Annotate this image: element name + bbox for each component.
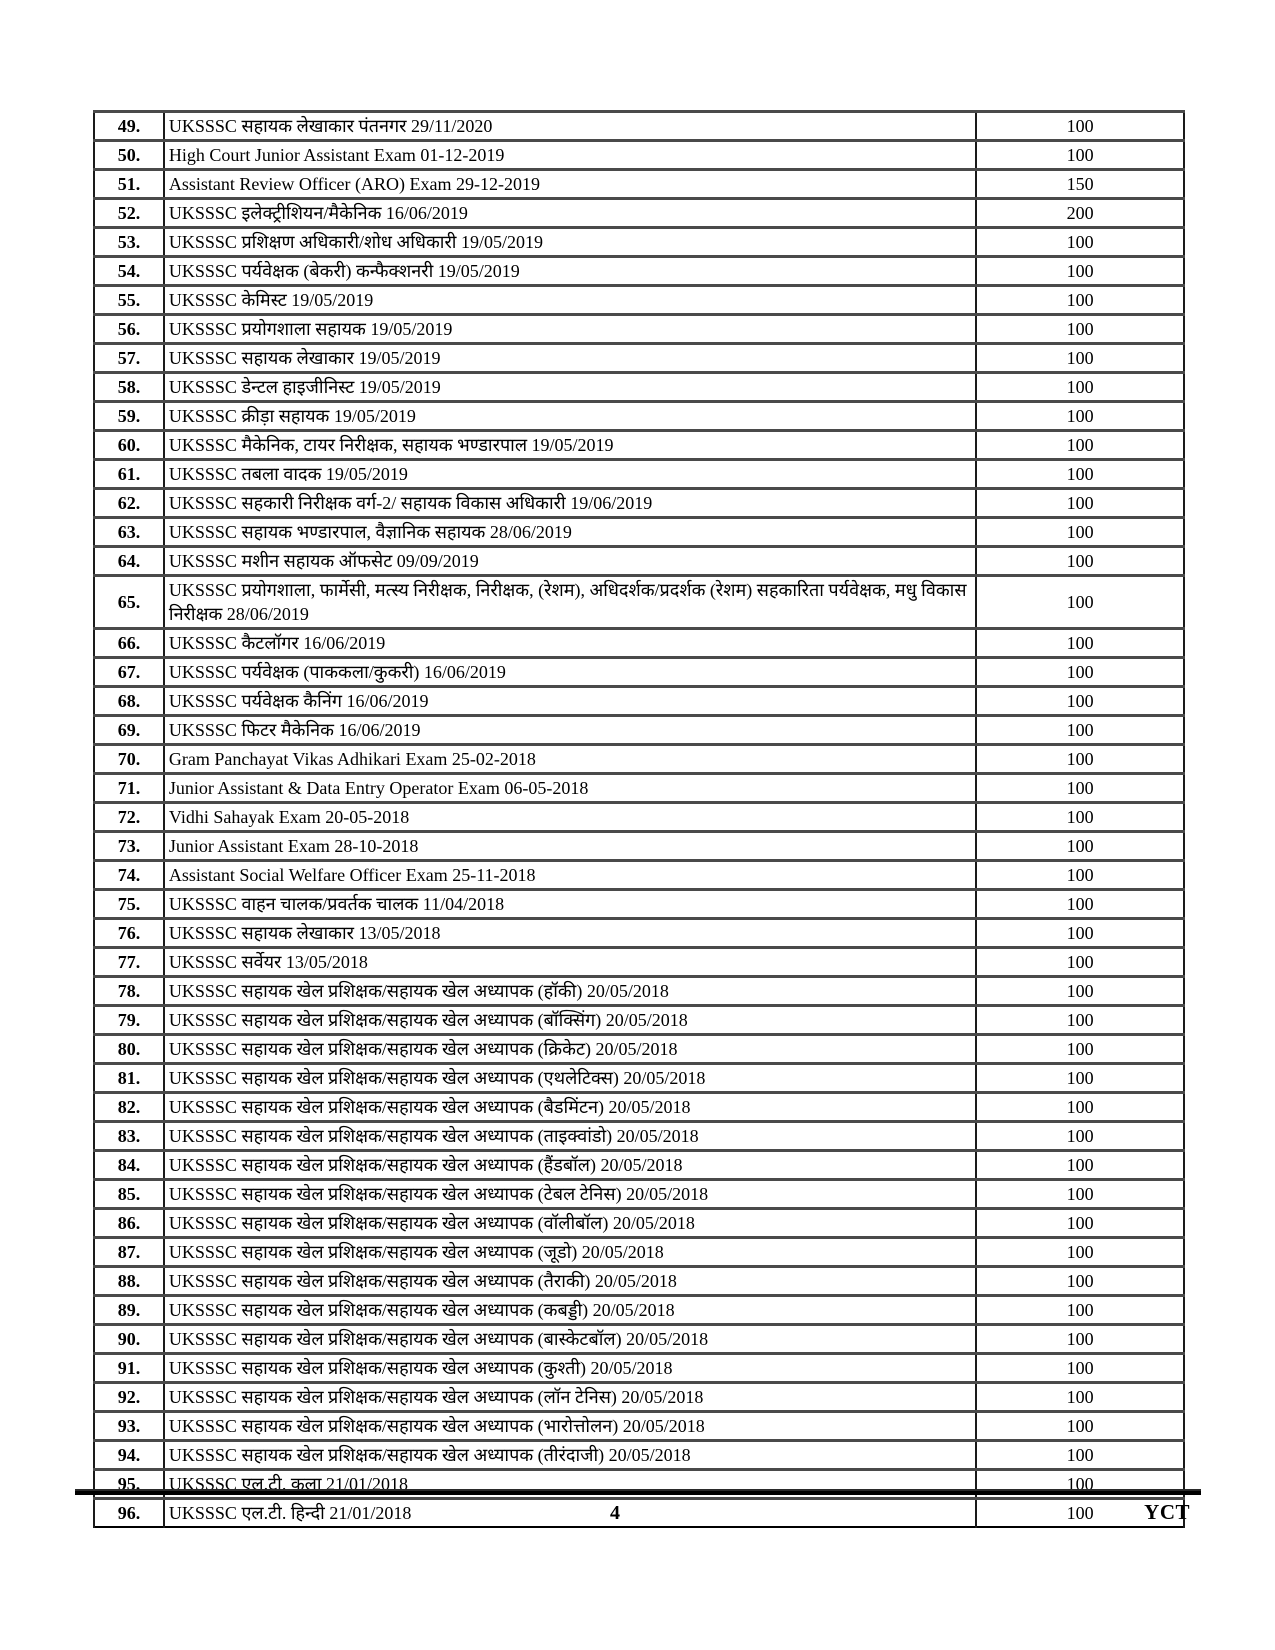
row-exam-name: UKSSSC सहायक खेल प्रशिक्षक/सहायक खेल अध्यापक (बॉक्सिंग) 20/05/2018 [164, 1006, 976, 1035]
row-marks-value: 100 [976, 890, 1184, 919]
row-serial-number: 49. [94, 112, 164, 141]
table-row [94, 402, 1184, 431]
row-exam-name: UKSSSC सहायक भण्डारपाल, वैज्ञानिक सहायक 28/06/2019 [164, 518, 976, 547]
row-marks-value: 100 [976, 1151, 1184, 1180]
row-exam-name: UKSSSC सहायक खेल प्रशिक्षक/सहायक खेल अध्यापक (हॉकी) 20/05/2018 [164, 977, 976, 1006]
row-marks-value: 100 [976, 460, 1184, 489]
table-row [94, 489, 1184, 518]
row-serial-number: 57. [94, 344, 164, 373]
table-row [94, 977, 1184, 1006]
row-exam-name: UKSSSC सहायक खेल प्रशिक्षक/सहायक खेल अध्यापक (भारोत्तोलन) 20/05/2018 [164, 1412, 976, 1441]
row-marks-value: 100 [976, 1209, 1184, 1238]
row-exam-name: UKSSSC पर्यवेक्षक (पाककला/कुकरी) 16/06/2019 [164, 658, 976, 687]
row-serial-number: 56. [94, 315, 164, 344]
row-marks-value: 100 [976, 832, 1184, 861]
row-marks-value: 100 [976, 948, 1184, 977]
row-exam-name: UKSSSC सहायक खेल प्रशिक्षक/सहायक खेल अध्यापक (तैराकी) 20/05/2018 [164, 1267, 976, 1296]
row-exam-name: UKSSSC सहायक खेल प्रशिक्षक/सहायक खेल अध्यापक (वॉलीबॉल) 20/05/2018 [164, 1209, 976, 1238]
row-serial-number: 72. [94, 803, 164, 832]
row-exam-name: High Court Junior Assistant Exam 01-12-2019 [164, 141, 976, 170]
row-marks-value: 100 [976, 1354, 1184, 1383]
table-row [94, 1325, 1184, 1354]
row-marks-value: 100 [976, 919, 1184, 948]
row-serial-number: 73. [94, 832, 164, 861]
row-marks-value: 100 [976, 1470, 1184, 1499]
table-row [94, 1238, 1184, 1267]
row-marks-value: 100 [976, 141, 1184, 170]
row-serial-number: 52. [94, 199, 164, 228]
row-exam-name: UKSSSC सहायक खेल प्रशिक्षक/सहायक खेल अध्यापक (हैंडबॉल) 20/05/2018 [164, 1151, 976, 1180]
table-row [94, 890, 1184, 919]
brand-label: YCT [1144, 1500, 1190, 1524]
row-serial-number: 82. [94, 1093, 164, 1122]
table-row [94, 431, 1184, 460]
table-row [94, 1093, 1184, 1122]
table-row [94, 286, 1184, 315]
row-marks-value: 100 [976, 1006, 1184, 1035]
row-marks-value: 100 [976, 745, 1184, 774]
table-row [94, 1180, 1184, 1209]
row-exam-name: UKSSSC सहायक खेल प्रशिक्षक/सहायक खेल अध्यापक (बास्केटबॉल) 20/05/2018 [164, 1325, 976, 1354]
footer-divider-rule [75, 1489, 1201, 1495]
row-serial-number: 71. [94, 774, 164, 803]
row-exam-name: UKSSSC सहायक खेल प्रशिक्षक/सहायक खेल अध्यापक (जूडो) 20/05/2018 [164, 1238, 976, 1267]
row-marks-value: 100 [976, 1267, 1184, 1296]
row-serial-number: 93. [94, 1412, 164, 1441]
row-exam-name: UKSSSC वाहन चालक/प्रवर्तक चालक 11/04/2018 [164, 890, 976, 919]
row-exam-name: UKSSSC एल.टी. कला 21/01/2018 [164, 1470, 976, 1499]
row-exam-name: Vidhi Sahayak Exam 20-05-2018 [164, 803, 976, 832]
row-serial-number: 75. [94, 890, 164, 919]
table-row [94, 861, 1184, 890]
row-exam-name: Assistant Social Welfare Officer Exam 25-11-2018 [164, 861, 976, 890]
row-marks-value: 100 [976, 1093, 1184, 1122]
row-serial-number: 84. [94, 1151, 164, 1180]
row-exam-name: UKSSSC सहायक खेल प्रशिक्षक/सहायक खेल अध्यापक (बैडमिंटन) 20/05/2018 [164, 1093, 976, 1122]
row-marks-value: 100 [976, 1238, 1184, 1267]
table-row [94, 1122, 1184, 1151]
row-marks-value: 100 [976, 1499, 1184, 1528]
row-serial-number: 94. [94, 1441, 164, 1470]
row-marks-value: 100 [976, 286, 1184, 315]
row-serial-number: 78. [94, 977, 164, 1006]
table-row [94, 257, 1184, 286]
row-serial-number: 89. [94, 1296, 164, 1325]
table-row [94, 1354, 1184, 1383]
row-marks-value: 100 [976, 315, 1184, 344]
row-marks-value: 100 [976, 257, 1184, 286]
row-serial-number: 61. [94, 460, 164, 489]
row-marks-value: 100 [976, 373, 1184, 402]
table-row [94, 373, 1184, 402]
row-exam-name: UKSSSC सहायक खेल प्रशिक्षक/सहायक खेल अध्यापक (ताइक्वांडो) 20/05/2018 [164, 1122, 976, 1151]
row-marks-value: 100 [976, 861, 1184, 890]
row-serial-number: 96. [94, 1499, 164, 1528]
row-exam-name: Junior Assistant Exam 28-10-2018 [164, 832, 976, 861]
row-serial-number: 59. [94, 402, 164, 431]
row-serial-number: 54. [94, 257, 164, 286]
exam-table-body [94, 112, 1184, 1528]
row-exam-name: UKSSSC पर्यवेक्षक (बेकरी) कन्फैक्शनरी 19/05/2019 [164, 257, 976, 286]
table-row [94, 460, 1184, 489]
row-serial-number: 63. [94, 518, 164, 547]
row-marks-value: 100 [976, 112, 1184, 141]
row-marks-value: 100 [976, 402, 1184, 431]
row-serial-number: 87. [94, 1238, 164, 1267]
row-marks-value: 100 [976, 547, 1184, 576]
table-row [94, 1441, 1184, 1470]
row-exam-name: UKSSSC केमिस्ट 19/05/2019 [164, 286, 976, 315]
row-exam-name: UKSSSC कैटलॉगर 16/06/2019 [164, 629, 976, 658]
exam-list-table [93, 110, 1185, 1528]
page-number: 4 [610, 1502, 620, 1524]
row-marks-value: 100 [976, 1383, 1184, 1412]
row-serial-number: 70. [94, 745, 164, 774]
row-marks-value: 100 [976, 1064, 1184, 1093]
table-row [94, 141, 1184, 170]
row-serial-number: 90. [94, 1325, 164, 1354]
table-row [94, 576, 1184, 629]
row-marks-value: 100 [976, 431, 1184, 460]
row-serial-number: 55. [94, 286, 164, 315]
table-row [94, 1035, 1184, 1064]
row-exam-name: UKSSSC सहायक लेखाकार 19/05/2019 [164, 344, 976, 373]
table-row [94, 1151, 1184, 1180]
row-marks-value: 100 [976, 687, 1184, 716]
row-exam-name: UKSSSC डेन्टल हाइजीनिस्ट 19/05/2019 [164, 373, 976, 402]
row-exam-name: UKSSSC मशीन सहायक ऑफसेट 09/09/2019 [164, 547, 976, 576]
table-row [94, 228, 1184, 257]
row-exam-name: UKSSSC प्रयोगशाला सहायक 19/05/2019 [164, 315, 976, 344]
row-marks-value: 200 [976, 199, 1184, 228]
table-row [94, 832, 1184, 861]
row-exam-name: UKSSSC क्रीड़ा सहायक 19/05/2019 [164, 402, 976, 431]
row-exam-name: UKSSSC सहायक खेल प्रशिक्षक/सहायक खेल अध्यापक (कुश्ती) 20/05/2018 [164, 1354, 976, 1383]
table-row [94, 1383, 1184, 1412]
row-marks-value: 100 [976, 774, 1184, 803]
row-exam-name: UKSSSC सहायक खेल प्रशिक्षक/सहायक खेल अध्यापक (एथलेटिक्स) 20/05/2018 [164, 1064, 976, 1093]
row-marks-value: 100 [976, 518, 1184, 547]
table-row [94, 1006, 1184, 1035]
row-serial-number: 76. [94, 919, 164, 948]
row-serial-number: 51. [94, 170, 164, 199]
table-row [94, 803, 1184, 832]
row-exam-name: UKSSSC पर्यवेक्षक कैनिंग 16/06/2019 [164, 687, 976, 716]
row-serial-number: 80. [94, 1035, 164, 1064]
row-serial-number: 68. [94, 687, 164, 716]
row-exam-name: UKSSSC सहायक खेल प्रशिक्षक/सहायक खेल अध्यापक (क्रिकेट) 20/05/2018 [164, 1035, 976, 1064]
row-exam-name: UKSSSC इलेक्ट्रीशियन/मैकेनिक 16/06/2019 [164, 199, 976, 228]
row-serial-number: 62. [94, 489, 164, 518]
row-marks-value: 100 [976, 629, 1184, 658]
row-serial-number: 91. [94, 1354, 164, 1383]
row-marks-value: 100 [976, 344, 1184, 373]
table-row [94, 919, 1184, 948]
table-row [94, 658, 1184, 687]
row-marks-value: 100 [976, 1441, 1184, 1470]
row-serial-number: 53. [94, 228, 164, 257]
table-row [94, 1412, 1184, 1441]
row-exam-name: UKSSSC सहायक लेखाकार पंतनगर 29/11/2020 [164, 112, 976, 141]
row-exam-name: UKSSSC तबला वादक 19/05/2019 [164, 460, 976, 489]
table-row [94, 315, 1184, 344]
row-exam-name: UKSSSC प्रशिक्षण अधिकारी/शोध अधिकारी 19/05/2019 [164, 228, 976, 257]
row-marks-value: 100 [976, 977, 1184, 1006]
row-serial-number: 66. [94, 629, 164, 658]
row-exam-name: UKSSSC सहायक खेल प्रशिक्षक/सहायक खेल अध्यापक (टेबल टेनिस) 20/05/2018 [164, 1180, 976, 1209]
row-marks-value: 100 [976, 1296, 1184, 1325]
row-marks-value: 100 [976, 489, 1184, 518]
row-exam-name: UKSSSC सहायक खेल प्रशिक्षक/सहायक खेल अध्यापक (कबड्डी) 20/05/2018 [164, 1296, 976, 1325]
row-marks-value: 100 [976, 228, 1184, 257]
row-marks-value: 100 [976, 576, 1184, 629]
table-row [94, 518, 1184, 547]
row-serial-number: 50. [94, 141, 164, 170]
table-row [94, 687, 1184, 716]
row-serial-number: 65. [94, 576, 164, 629]
table-row [94, 1296, 1184, 1325]
table-row [94, 344, 1184, 373]
row-marks-value: 150 [976, 170, 1184, 199]
table-row [94, 716, 1184, 745]
table-row [94, 112, 1184, 141]
row-marks-value: 100 [976, 1035, 1184, 1064]
row-exam-name: UKSSSC सहायक लेखाकार 13/05/2018 [164, 919, 976, 948]
table-row [94, 745, 1184, 774]
row-marks-value: 100 [976, 658, 1184, 687]
row-serial-number: 95. [94, 1470, 164, 1499]
row-serial-number: 77. [94, 948, 164, 977]
row-marks-value: 100 [976, 1325, 1184, 1354]
row-exam-name: UKSSSC प्रयोगशाला, फार्मेसी, मत्स्य निरीक्षक, निरीक्षक, (रेशम), अधिदर्शक/प्रदर्शक (रेशम) सहकारिता पर्यवेक्षक, मधु विकास निरीक्षक 28/06/2019 [164, 576, 976, 629]
row-serial-number: 85. [94, 1180, 164, 1209]
row-serial-number: 88. [94, 1267, 164, 1296]
row-serial-number: 86. [94, 1209, 164, 1238]
row-serial-number: 64. [94, 547, 164, 576]
table-row [94, 629, 1184, 658]
row-exam-name: Assistant Review Officer (ARO) Exam 29-12-2019 [164, 170, 976, 199]
row-exam-name: UKSSSC एल.टी. हिन्दी 21/01/2018 [164, 1499, 976, 1528]
table-row [94, 774, 1184, 803]
row-serial-number: 79. [94, 1006, 164, 1035]
row-marks-value: 100 [976, 1122, 1184, 1151]
row-marks-value: 100 [976, 1412, 1184, 1441]
row-exam-name: Gram Panchayat Vikas Adhikari Exam 25-02-2018 [164, 745, 976, 774]
table-row [94, 547, 1184, 576]
row-exam-name: UKSSSC मैकेनिक, टायर निरीक्षक, सहायक भण्डारपाल 19/05/2019 [164, 431, 976, 460]
table-row [94, 1267, 1184, 1296]
row-marks-value: 100 [976, 803, 1184, 832]
row-marks-value: 100 [976, 716, 1184, 745]
table-row [94, 170, 1184, 199]
row-exam-name: UKSSSC सहकारी निरीक्षक वर्ग-2/ सहायक विकास अधिकारी 19/06/2019 [164, 489, 976, 518]
row-serial-number: 81. [94, 1064, 164, 1093]
row-exam-name: UKSSSC सहायक खेल प्रशिक्षक/सहायक खेल अध्यापक (लॉन टेनिस) 20/05/2018 [164, 1383, 976, 1412]
table-row [94, 1209, 1184, 1238]
row-serial-number: 83. [94, 1122, 164, 1151]
row-serial-number: 67. [94, 658, 164, 687]
table-row [94, 199, 1184, 228]
table-row [94, 948, 1184, 977]
row-exam-name: Junior Assistant & Data Entry Operator Exam 06-05-2018 [164, 774, 976, 803]
row-marks-value: 100 [976, 1180, 1184, 1209]
row-serial-number: 69. [94, 716, 164, 745]
row-exam-name: UKSSSC सहायक खेल प्रशिक्षक/सहायक खेल अध्यापक (तीरंदाजी) 20/05/2018 [164, 1441, 976, 1470]
row-exam-name: UKSSSC सर्वेयर 13/05/2018 [164, 948, 976, 977]
row-exam-name: UKSSSC फिटर मैकेनिक 16/06/2019 [164, 716, 976, 745]
row-serial-number: 60. [94, 431, 164, 460]
row-serial-number: 74. [94, 861, 164, 890]
row-serial-number: 58. [94, 373, 164, 402]
table-row [94, 1064, 1184, 1093]
row-serial-number: 92. [94, 1383, 164, 1412]
